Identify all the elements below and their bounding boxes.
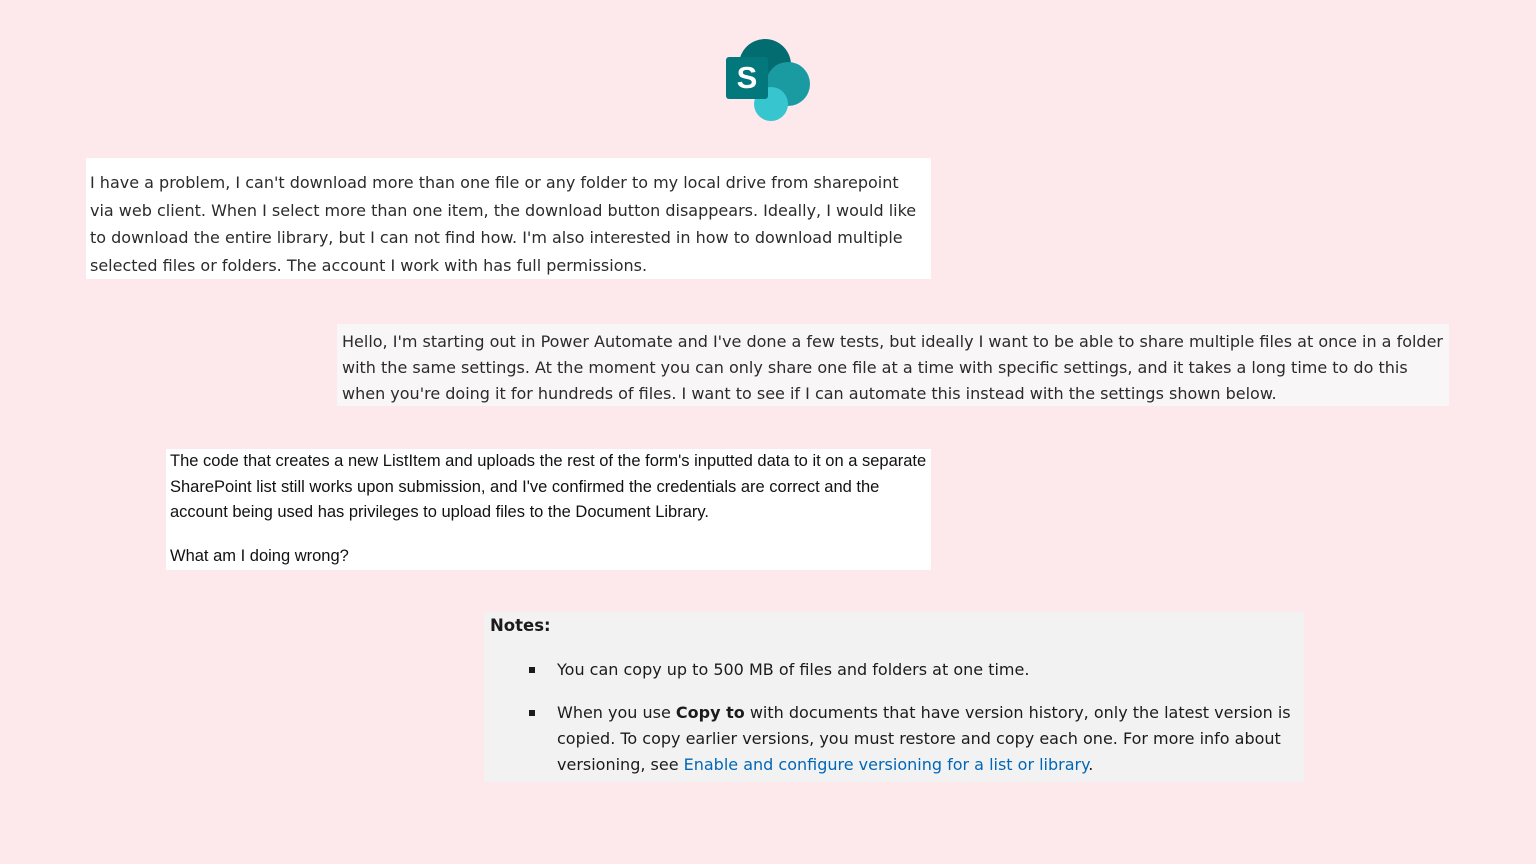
upload-question-paragraph: The code that creates a new ListItem and uploads the rest of the form's inputted data to it on a separate SharePoint list still works upon submission, and I've confirmed the credentials are correct and the account being used has privileges to upload files to the Document Library. bbox=[170, 452, 927, 521]
power-automate-question-text: Hello, I'm starting out in Power Automate and I've done a few tests, but ideally I want to be able to share multiple files at once in a folder with the same settings. At the moment you can only share one file at a time with specific settings, and it takes a long time to do this when you're doing it for hundreds of files. I want to see if I can automate this instead with the settings shown below. bbox=[342, 332, 1444, 403]
versioning-link[interactable]: Enable and configure versioning for a list or library bbox=[683, 755, 1089, 774]
sharepoint-logo bbox=[724, 36, 814, 122]
list-item bbox=[490, 657, 1298, 683]
notes-box bbox=[484, 612, 1304, 782]
upload-question-followup: What am I doing wrong? bbox=[170, 546, 349, 565]
square-bullet-icon bbox=[529, 667, 535, 673]
copy-to-command: Copy to bbox=[675, 703, 745, 722]
logo-letter: S bbox=[736, 60, 758, 95]
list-item bbox=[490, 700, 1298, 778]
note-middle: with documents that have version history, only the latest version is copied. To copy earlier versions, you must restore and copy each one. For more info about versioning, see bbox=[557, 703, 1291, 774]
square-bullet-icon bbox=[529, 710, 535, 716]
note-text: You can copy up to 500 MB of files and folders at one time. bbox=[557, 660, 1030, 679]
download-question-text: I have a problem, I can't download more than one file or any folder to my local drive from sharepoint via web client. When I select more than one item, the download button disappears. Ideally, I would like to download the entire library, but I can not find how. I'm also interested in how to download multiple selected files or folders. The account I work with has full permissions. bbox=[90, 173, 917, 275]
notes-list bbox=[490, 657, 1298, 778]
notes-title: Notes: bbox=[490, 616, 551, 635]
note-prefix: When you use bbox=[557, 703, 676, 722]
upload-question-card bbox=[166, 449, 931, 570]
download-question-card bbox=[86, 158, 931, 279]
power-automate-question-card bbox=[337, 324, 1449, 406]
note-suffix: . bbox=[1088, 755, 1094, 774]
sharepoint-logo-icon bbox=[724, 36, 814, 122]
